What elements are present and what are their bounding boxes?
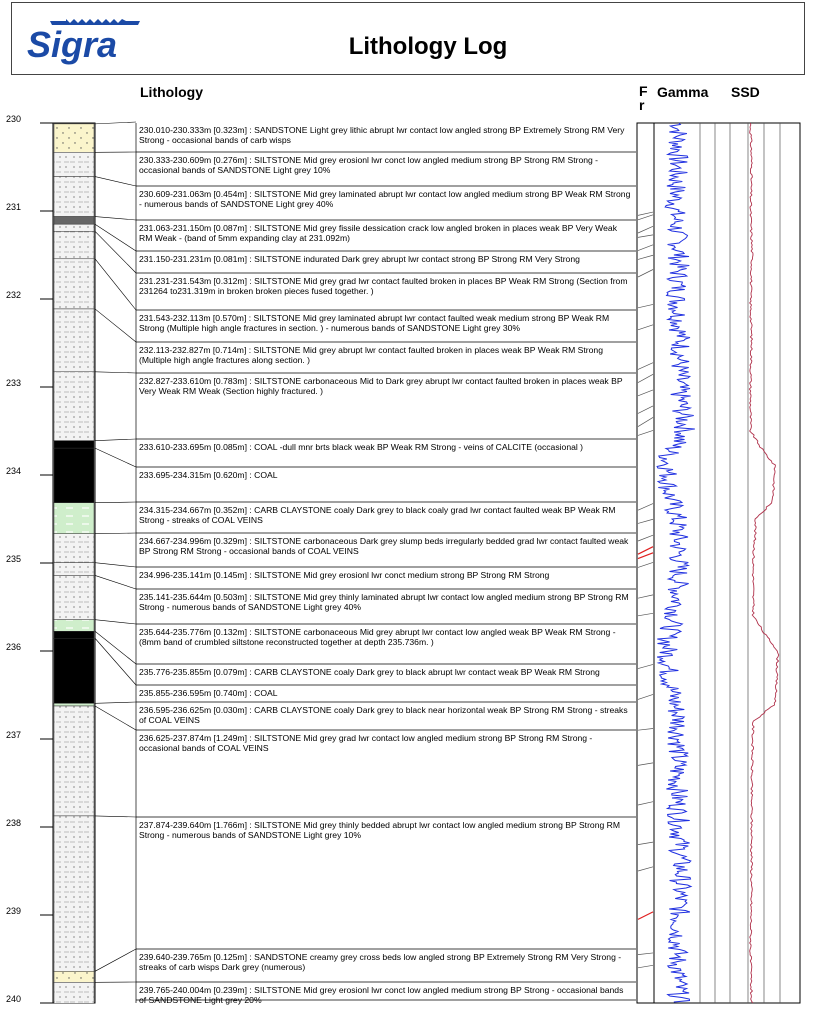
lithology-interval (54, 631, 94, 638)
interval-description: 236.625-237.874m [1.249m] : SILTSTONE Mid grey grad lwr contact low angled medium strong BP Strong RM Strong - occasional bands of COAL VEINS (139, 733, 593, 753)
interval-leader-line (95, 217, 136, 220)
lithology-column-header: Lithology (140, 84, 203, 100)
interval-leader-line (95, 638, 136, 685)
interval-description: 233.610-233.695m [0.085m] : COAL -dull mnr brts black weak BP Weak RM Strong - veins of CALCITE (occasional ) (139, 442, 584, 452)
interval-description: 234.667-234.996m [0.329m] : SILTSTONE carbonaceous Dark grey slump beds irregularly bedded grad lwr contact faulted weak BP Strong RM Strong - occasional bands of COAL VEINS (139, 536, 629, 556)
lithology-interval (54, 448, 94, 503)
lithology-interval (54, 441, 94, 448)
ssd-column-header: SSD (731, 84, 760, 100)
interval-description: 230.333-230.609m [0.276m] : SILTSTONE Mid grey erosionl lwr conct low angled medium strong BP Strong RM Strong - occasional bands of SANDSTONE Light grey 10% (139, 155, 599, 175)
interval-leader-line (95, 177, 136, 186)
interval-description: 235.644-235.776m [0.132m] : SILTSTONE carbonaceous Mid grey abrupt lwr contact low angled weak BP Weak RM Strong - (8mm band of crumbled siltstone reconstructed together at depth 235.736m. ) (139, 627, 616, 647)
depth-label: 235 (6, 554, 22, 564)
interval-leader-line (95, 122, 136, 124)
lithology-interval (54, 177, 94, 217)
interval-description: 235.855-236.595m [0.740m] : COAL (139, 688, 278, 698)
interval-leader-line (95, 631, 136, 664)
fracture-column-header: F r (639, 83, 648, 113)
interval-description: 231.150-231.231m [0.081m] : SILTSTONE indurated Dark grey abrupt lwr contact strong BP Strong RM Very Strong (139, 254, 580, 264)
lithology-interval (54, 372, 94, 441)
interval-description: 239.640-239.765m [0.125m] : SANDSTONE creamy grey cross beds low angled strong BP Extremely Strong RM Very Strong - streaks of carb wisps Dark grey (numerous) (139, 952, 622, 972)
depth-label: 239 (6, 906, 22, 916)
lithology-interval (54, 503, 94, 534)
interval-description: 233.695-234.315m [0.620m] : COAL (139, 470, 278, 480)
lithology-interval (54, 575, 94, 619)
interval-leader-line (95, 816, 136, 817)
depth-label: 237 (6, 730, 22, 740)
depth-label: 230 (6, 114, 22, 124)
interval-description: 239.765-240.004m [0.239m] : SILTSTONE Mid grey erosionl lwr conct low angled medium strong BP Strong - occasional bands of SANDSTONE Light grey 20% (139, 985, 624, 1005)
lithology-interval (54, 309, 94, 372)
interval-leader-line (95, 533, 136, 534)
lithology-interval (54, 231, 94, 258)
depth-label: 231 (6, 202, 22, 212)
interval-leader-line (95, 706, 136, 730)
lithology-interval (54, 224, 94, 231)
interval-leader-line (95, 372, 136, 373)
interval-leader-line (95, 502, 136, 503)
depth-label: 233 (6, 378, 22, 388)
interval-leader-line (95, 309, 136, 342)
interval-description: 231.543-232.113m [0.570m] : SILTSTONE Mid grey laminated abrupt lwr contact faulted weak medium strong BP Weak RM Strong (Multiple high angle fractures in section. ) - numerous bands of SANDSTONE Light grey 30% (139, 313, 610, 333)
page-title: Lithology Log (348, 33, 508, 60)
lithology-interval (54, 816, 94, 971)
lithology-interval (54, 563, 94, 576)
interval-description: 232.827-233.610m [0.783m] : SILTSTONE carbonaceous Mid to Dark grey abrupt lwr contact faulted broken in places weak BP Very Weak RM Weak (Section highly fractured. ) (139, 376, 623, 396)
interval-description: 232.113-232.827m [0.714m] : SILTSTONE Mid grey abrupt lwr contact faulted broken in places weak BP Weak RM Strong (Multiple high angle fractures along section. ) (139, 345, 603, 365)
interval-description: 235.776-235.855m [0.079m] : CARB CLAYSTONE coaly Dark grey to black abrupt lwr contact weak BP Weak RM Strong (139, 667, 600, 677)
gamma-trace (657, 123, 695, 1002)
lithology-interval (54, 638, 94, 703)
interval-leader-line (95, 620, 136, 624)
interval-description: 234.996-235.141m [0.145m] : SILTSTONE Mid grey erosionl lwr conct medium strong BP Strong RM Strong (139, 570, 550, 580)
interval-leader-line (95, 702, 136, 703)
interval-description: 237.874-239.640m [1.766m] : SILTSTONE Mid grey thinly bedded abrupt lwr contact low angled medium strong BP Strong RM Strong - numerous bands of SANDSTONE Light grey 10% (139, 820, 621, 840)
depth-label: 238 (6, 818, 22, 828)
depth-label: 236 (6, 642, 22, 652)
interval-description: 231.063-231.150m [0.087m] : SILTSTONE Mid grey fissile dessication crack low angled broken in places weak BP Very Weak RM Weak - (band of 5mm expanding clay at 231.092m) (139, 223, 617, 243)
interval-description: 234.315-234.667m [0.352m] : CARB CLAYSTONE coaly Dark grey to black coaly grad lwr contact faulted weak BP Weak RM Strong - streaks of COAL VEINS (139, 505, 616, 525)
lithology-interval (54, 259, 94, 309)
interval-description: 230.010-230.333m [0.323m] : SANDSTONE Light grey lithic abrupt lwr contact low angled strong BP Extremely Strong RM Very Strong - occasional bands of carb wisps (139, 125, 625, 145)
lithology-interval (54, 534, 94, 563)
logo-wordmark: Sigra (27, 24, 118, 65)
lithology-interval (54, 982, 94, 1003)
interval-leader-line (95, 949, 136, 971)
interval-description: 230.609-231.063m [0.454m] : SILTSTONE Mid grey laminated abrupt lwr contact low angled medium strong BP Weak RM Strong - numerous bands of SANDSTONE Light grey 40% (139, 189, 631, 209)
lithology-interval (54, 124, 94, 152)
interval-description: 235.141-235.644m [0.503m] : SILTSTONE Mid grey thinly laminated abrupt lwr contact low angled medium strong BP Strong RM Strong - numerous bands of SANDSTONE Light grey 40% (139, 592, 629, 612)
lithology-interval (54, 703, 94, 706)
gamma-column-header: Gamma (657, 84, 709, 100)
lithology-interval (54, 620, 94, 632)
depth-label: 234 (6, 466, 22, 476)
interval-leader-line (95, 448, 136, 467)
interval-leader-line (95, 575, 136, 589)
interval-leader-line (95, 439, 136, 441)
lithology-interval (54, 152, 94, 176)
lithology-interval (54, 217, 94, 225)
interval-description: 236.595-236.625m [0.030m] : CARB CLAYSTONE coaly Dark grey to black near horizontal weak BP Strong RM Strong - streaks of COAL VEINS (139, 705, 628, 725)
interval-description: 231.231-231.543m [0.312m] : SILTSTONE Mid grey grad lwr contact faulted broken in places BP Weak RM Strong (Section from 231264 to231.319m in broken broken pieces fused together. ) (139, 276, 628, 296)
lithology-interval (54, 971, 94, 982)
depth-label: 240 (6, 994, 22, 1004)
depth-label: 232 (6, 290, 22, 300)
interval-leader-line (95, 563, 136, 567)
lithology-interval (54, 706, 94, 816)
